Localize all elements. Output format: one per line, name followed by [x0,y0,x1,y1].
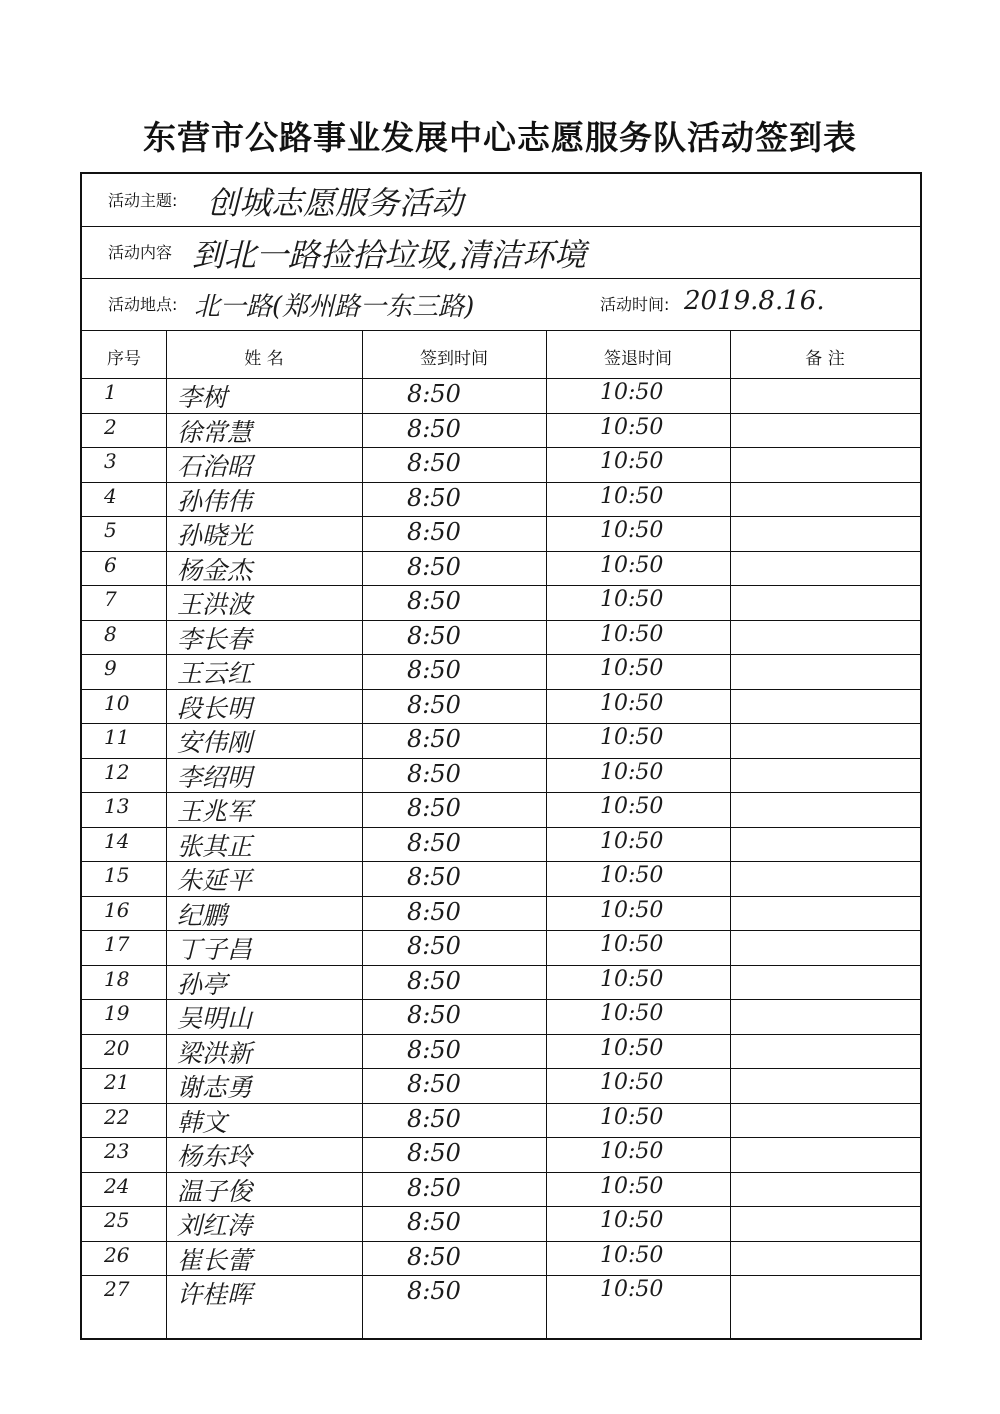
row-number: 1 [104,380,117,404]
row-checkout-time: 10:50 [600,518,664,543]
row-number: 2 [104,414,117,439]
row-name: 吴明山 [177,1004,253,1033]
row-name: 梁洪新 [177,1038,253,1068]
table-row [82,1275,920,1310]
content-value: 到北一路捡拾垃圾,清洁环境 [192,236,587,274]
theme-row [82,174,920,227]
table-row [82,861,920,897]
row-checkout-time: 10:50 [600,759,664,785]
location-value: 北一路(郑州路一东三路) [194,292,475,322]
table-row [82,758,920,794]
row-number: 7 [104,587,117,611]
table-row [82,1137,920,1173]
row-checkout-time: 10:50 [600,932,664,957]
row-number: 19 [104,1001,130,1025]
row-name: 段长明 [177,693,253,723]
time-value: 2019.8.16. [684,286,825,316]
row-name: 许桂晖 [177,1280,253,1309]
table-row [82,1172,920,1208]
row-checkin-time: 8:50 [407,1104,461,1133]
header-name: 姓 名 [244,349,284,369]
row-checkout-time: 10:50 [600,587,664,612]
row-checkout-time: 10:50 [600,1104,664,1130]
row-checkin-time: 8:50 [407,759,461,788]
row-checkout-time: 10:50 [600,1035,664,1061]
row-checkout-time: 10:50 [600,1173,664,1199]
row-number: 15 [104,863,130,887]
row-checkin-time: 8:50 [407,1277,461,1305]
content-label: 活动内容 [108,243,173,262]
row-checkout-time: 10:50 [600,966,664,992]
row-number: 12 [104,759,130,784]
row-name: 刘红涛 [177,1211,253,1240]
row-checkin-time: 8:50 [407,966,461,995]
table-row [82,1034,920,1070]
row-number: 8 [104,621,117,646]
theme-label: 活动主题: [108,191,178,210]
row-checkin-time: 8:50 [407,690,461,719]
table-header [82,330,920,379]
row-number: 14 [104,828,130,853]
row-checkout-time: 10:50 [600,414,664,440]
table-row [82,654,920,690]
row-number: 13 [104,794,130,818]
row-name: 石治昭 [177,452,253,481]
table-row [82,620,920,656]
row-checkout-time: 10:50 [600,1070,664,1095]
row-checkout-time: 10:50 [600,483,664,509]
row-checkin-time: 8:50 [407,380,461,408]
row-number: 3 [104,449,117,473]
row-number: 22 [104,1104,130,1129]
row-number: 16 [104,897,130,922]
row-name: 纪鹏 [177,900,228,930]
row-name: 张其正 [177,831,253,861]
row-name: 李树 [177,383,228,412]
row-checkin-time: 8:50 [407,518,461,546]
row-name: 杨东玲 [177,1142,253,1171]
row-number: 11 [104,725,130,749]
row-number: 9 [104,656,117,680]
row-name: 王洪波 [177,590,253,619]
row-number: 4 [104,483,117,508]
row-checkin-time: 8:50 [407,932,461,960]
row-name: 徐常慧 [177,417,253,447]
table-row [82,965,920,1001]
table-row [82,1103,920,1139]
row-checkin-time: 8:50 [407,828,461,857]
row-checkout-time: 10:50 [600,1139,664,1164]
row-checkin-time: 8:50 [407,1070,461,1098]
row-checkout-time: 10:50 [600,690,664,716]
time-label: 活动时间: [600,295,670,314]
header-no: 序号 [107,349,141,369]
row-checkin-time: 8:50 [407,1139,461,1167]
row-number: 5 [104,518,117,542]
table-row [82,378,920,414]
table-row [82,930,920,966]
row-number: 18 [104,966,130,991]
row-checkout-time: 10:50 [600,621,664,647]
row-number: 26 [104,1242,130,1267]
row-checkout-time: 10:50 [600,449,664,474]
table-row [82,827,920,863]
page-title: 东营市公路事业发展中心志愿服务队活动签到表 [143,118,857,157]
row-checkin-time: 8:50 [407,1035,461,1064]
location-label: 活动地点: [108,295,178,314]
row-number: 6 [104,552,117,577]
row-name: 杨金杰 [177,555,253,585]
row-name: 李长春 [177,624,253,654]
row-checkin-time: 8:50 [407,621,461,650]
row-checkin-time: 8:50 [407,1242,461,1271]
table-row [82,516,920,552]
row-name: 崔长蕾 [177,1245,253,1275]
row-name: 丁子昌 [177,935,253,964]
table-row [82,413,920,449]
row-number: 20 [104,1035,130,1060]
row-checkin-time: 8:50 [407,897,461,926]
row-name: 孙亭 [177,969,228,999]
table-row [82,585,920,621]
row-checkin-time: 8:50 [407,414,461,443]
row-checkin-time: 8:50 [407,794,461,822]
table-row [82,447,920,483]
row-checkout-time: 10:50 [600,794,664,819]
table-row [82,896,920,932]
row-checkin-time: 8:50 [407,552,461,581]
row-checkin-time: 8:50 [407,1173,461,1202]
table-row [82,1068,920,1104]
row-checkin-time: 8:50 [407,449,461,477]
row-number: 24 [104,1173,130,1198]
content-row [82,226,920,279]
row-name: 温子俊 [177,1176,253,1206]
row-checkout-time: 10:50 [600,1001,664,1026]
row-name: 谢志勇 [177,1073,253,1102]
row-number: 23 [104,1139,130,1163]
row-name: 朱延平 [177,866,253,895]
row-name: 孙晓光 [177,521,253,550]
row-checkout-time: 10:50 [600,1208,664,1233]
table-row [82,723,920,759]
row-name: 王云红 [177,659,253,688]
row-name: 安伟刚 [177,728,253,757]
row-name: 李绍明 [177,762,253,792]
row-number: 25 [104,1208,130,1232]
row-checkout-time: 10:50 [600,656,664,681]
row-checkout-time: 10:50 [600,725,664,750]
row-checkin-time: 8:50 [407,587,461,615]
row-checkout-time: 10:50 [600,1277,664,1302]
table-row [82,1241,920,1277]
row-name: 孙伟伟 [177,486,253,516]
header-checkin: 签到时间 [420,349,488,369]
table-row [82,1206,920,1242]
row-number: 21 [104,1070,130,1094]
header-remark: 备 注 [805,349,845,369]
row-checkin-time: 8:50 [407,1208,461,1236]
row-checkout-time: 10:50 [600,1242,664,1268]
row-checkin-time: 8:50 [407,863,461,891]
row-checkin-time: 8:50 [407,656,461,684]
row-number: 17 [104,932,130,956]
row-checkout-time: 10:50 [600,897,664,923]
row-checkout-time: 10:50 [600,863,664,888]
header-checkout: 签退时间 [604,349,672,369]
row-name: 韩文 [177,1107,228,1137]
sign-in-sheet [80,172,922,1340]
row-checkin-time: 8:50 [407,725,461,753]
row-checkin-time: 8:50 [407,483,461,512]
table-row [82,999,920,1035]
row-checkout-time: 10:50 [600,552,664,578]
theme-value: 创城志愿服务活动 [207,184,464,222]
table-row [82,551,920,587]
row-checkout-time: 10:50 [600,380,664,405]
table-row [82,482,920,518]
row-number: 27 [104,1277,130,1301]
row-checkout-time: 10:50 [600,828,664,854]
location-row [82,278,920,331]
row-checkin-time: 8:50 [407,1001,461,1029]
table-row [82,792,920,828]
row-number: 10 [104,690,130,715]
row-name: 王兆军 [177,797,253,826]
table-row [82,689,920,725]
